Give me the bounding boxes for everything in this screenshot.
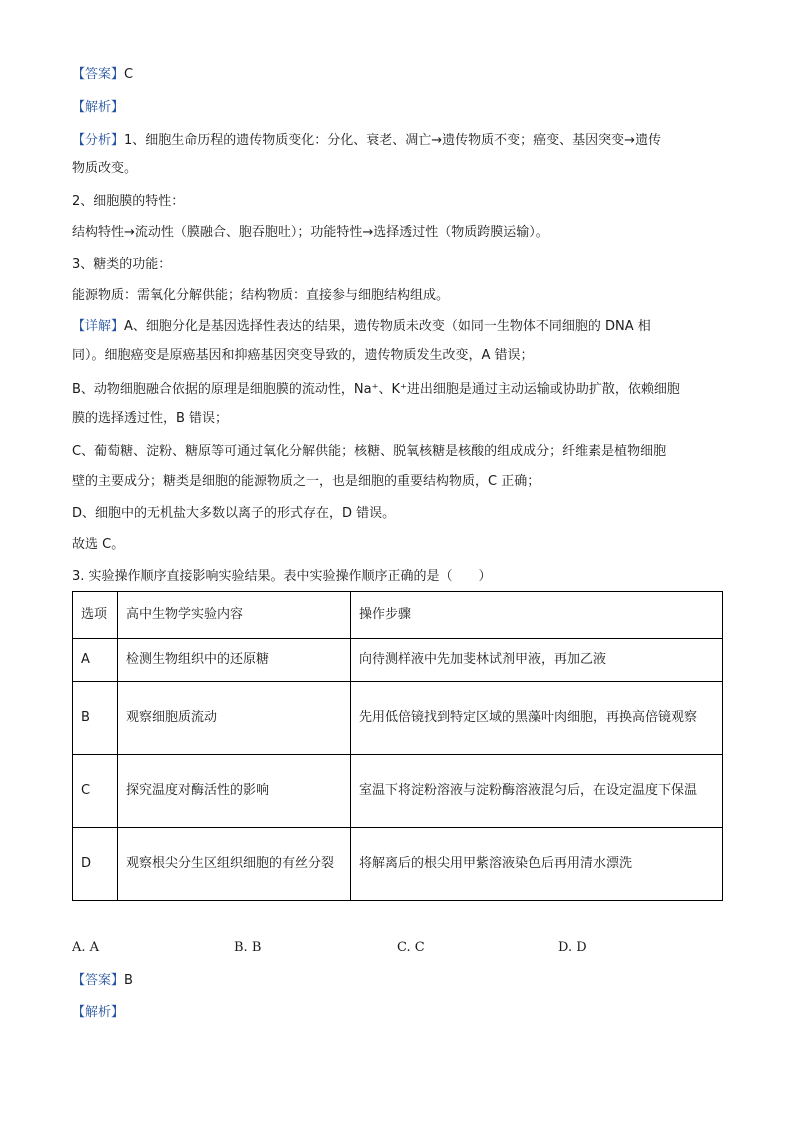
header-option: 选项	[73, 592, 118, 639]
table-row	[73, 755, 723, 828]
xiangjie-line-1	[72, 318, 722, 336]
analysis-heading-1	[72, 99, 722, 117]
option-a: A. A	[72, 940, 100, 955]
row-option: C	[73, 755, 118, 828]
row-option: A	[73, 639, 118, 682]
fenxi-line-4: 结构特性→流动性（膜融合、胞吞胞吐）；功能特性→选择透过性（物质跨膜运输）。	[72, 225, 549, 240]
xiangjie-line-5: C、葡萄糖、淀粉、糖原等可通过氧化分解供能；核糖、脱氧核糖是核酸的组成成分；纤维素是植物细胞	[72, 444, 667, 459]
xiangjie-text-1: A、细胞分化是基因选择性表达的结果，遗传物质未改变（如同一生物体不同细胞的 DNA 相	[124, 319, 651, 334]
table-row	[73, 828, 723, 901]
fenxi-line-1	[72, 132, 722, 150]
row-option: D	[73, 828, 118, 901]
fenxi-tag: 【分析】	[72, 133, 125, 148]
option-d: D. D	[558, 940, 587, 955]
xiangjie-line-4: 膜的选择透过性，B 错误；	[72, 411, 229, 426]
xiangjie-line-7: D、细胞中的无机盐大多数以离子的形式存在，D 错误。	[72, 506, 396, 521]
row-content: 观察根尖分生区组织细胞的有丝分裂	[118, 828, 351, 901]
answer-value: B	[124, 973, 133, 988]
row-content: 观察细胞质流动	[118, 682, 351, 755]
fenxi-line-3: 2、细胞膜的特性：	[72, 194, 185, 209]
answer-tag: 【答案】	[72, 67, 125, 82]
table-header-row	[73, 592, 723, 639]
table-row	[73, 639, 723, 682]
answer-line-2	[72, 972, 722, 990]
experiment-table	[72, 591, 723, 901]
row-content: 探究温度对酶活性的影响	[118, 755, 351, 828]
row-step: 向待测样液中先加斐林试剂甲液，再加乙液	[351, 639, 723, 682]
answer-value: C	[124, 67, 134, 82]
xiangjie-line-2: 同）。细胞癌变是原癌基因和抑癌基因突变导致的，遗传物质发生改变，A 错误；	[72, 348, 534, 363]
row-step: 室温下将淀粉溶液与淀粉酶溶液混匀后，在设定温度下保温	[351, 755, 723, 828]
fenxi-text-1: 1、细胞生命历程的遗传物质变化：分化、衰老、凋亡→遗传物质不变；癌变、基因突变→遗传	[124, 133, 662, 148]
answer-line-1	[72, 66, 722, 84]
row-content: 检测生物组织中的还原糖	[118, 639, 351, 682]
xiangjie-line-8: 故选 C。	[72, 537, 125, 552]
analysis-tag: 【解析】	[72, 1005, 125, 1020]
analysis-tag: 【解析】	[72, 100, 125, 115]
option-c: C. C	[397, 940, 425, 955]
row-step: 将解离后的根尖用甲紫溶液染色后再用清水漂洗	[351, 828, 723, 901]
header-step: 操作步骤	[351, 592, 723, 639]
table-row	[73, 682, 723, 755]
option-b: B. B	[234, 940, 262, 955]
xiangjie-line-6: 壁的主要成分；糖类是细胞的能源物质之一，也是细胞的重要结构物质，C 正确；	[72, 474, 541, 489]
analysis-heading-2	[72, 1004, 722, 1022]
xiangjie-line-3: B、动物细胞融合依据的原理是细胞膜的流动性，Na⁺、K⁺进出细胞是通过主动运输或协助扩散，依赖细胞	[72, 382, 680, 397]
row-option: B	[73, 682, 118, 755]
header-content: 高中生物学实验内容	[118, 592, 351, 639]
row-step: 先用低倍镜找到特定区域的黑藻叶肉细胞，再换高倍镜观察	[351, 682, 723, 755]
fenxi-line-6: 能源物质：需氧化分解供能；结构物质：直接参与细胞结构组成。	[72, 288, 450, 303]
answer-options	[72, 940, 722, 960]
question-3: 3. 实验操作顺序直接影响实验结果。表中实验操作顺序正确的是（ ）	[72, 569, 492, 584]
answer-tag: 【答案】	[72, 973, 125, 988]
fenxi-line-5: 3、糖类的功能：	[72, 257, 172, 272]
fenxi-line-2: 物质改变。	[72, 161, 138, 176]
xiangjie-tag: 【详解】	[72, 319, 125, 334]
